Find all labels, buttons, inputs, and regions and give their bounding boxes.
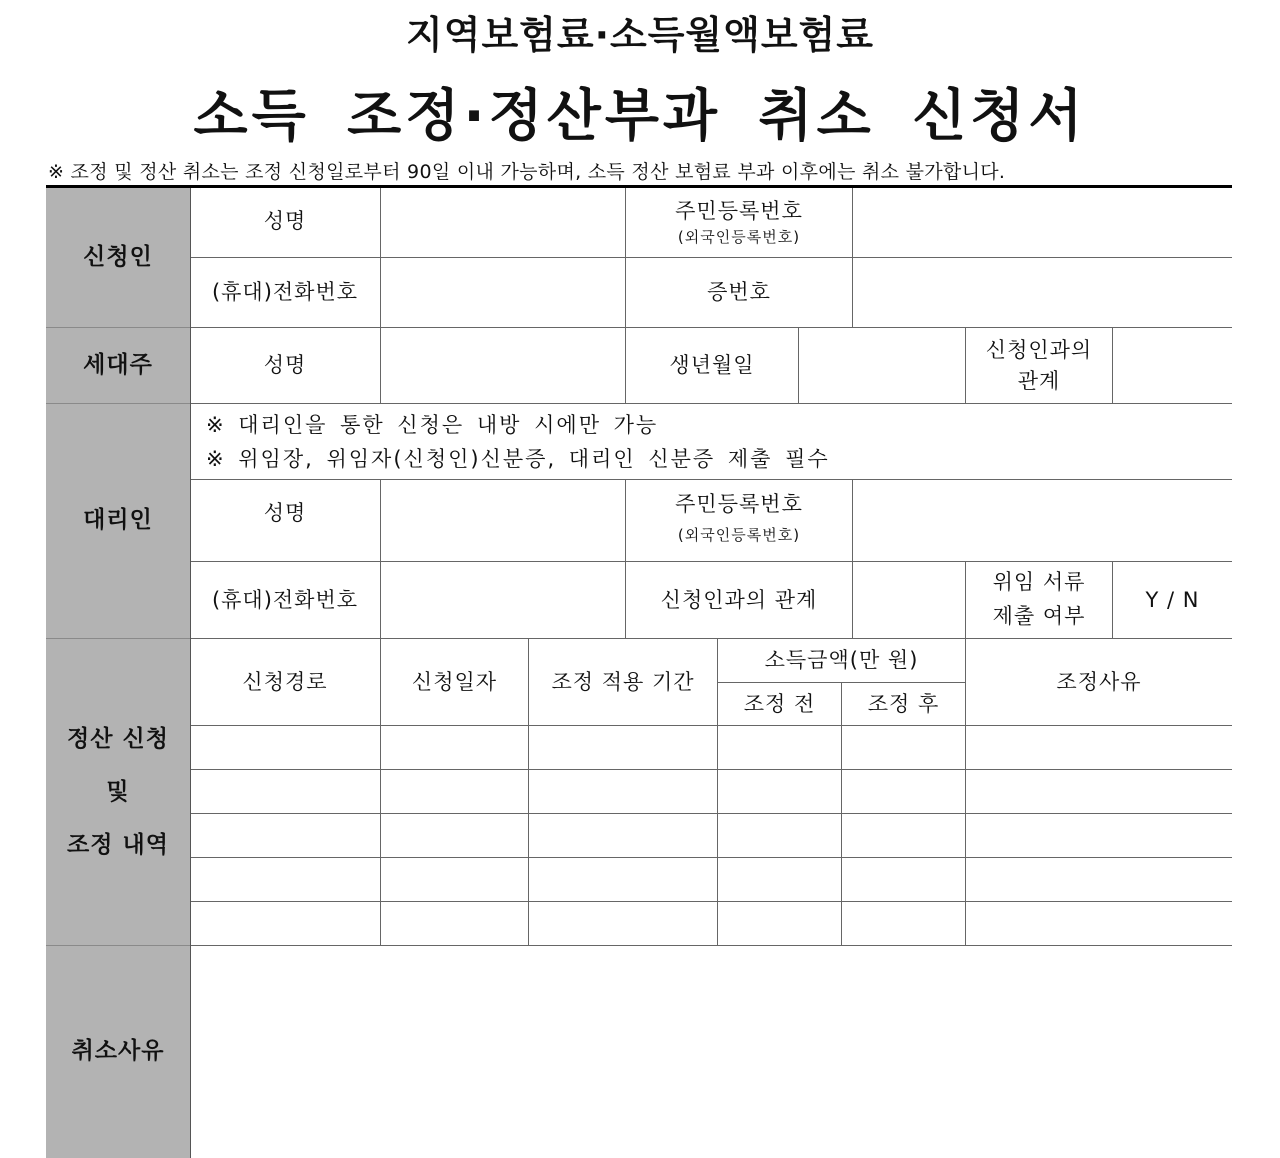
applicant-rrn-label-sub: (외국인등록번호) [677, 227, 801, 246]
settlement-cell-before[interactable] [718, 770, 841, 813]
rule [965, 562, 966, 638]
agent-notes [206, 408, 830, 476]
householder-birth-label: 생년월일 [669, 353, 755, 378]
agent-doc-label-line2: 제출 여부 [992, 604, 1086, 628]
settlement-cell-reason[interactable] [966, 726, 1232, 769]
agent-doc-submitted-toggle[interactable]: Y / N [1145, 587, 1200, 612]
section-header-cancel-reason: 취소사유 [46, 946, 190, 1158]
settlement-cell-reason[interactable] [966, 902, 1232, 945]
col-header-route: 신청경로 [242, 669, 328, 694]
householder-relation-label-line2: 관계 [1017, 368, 1061, 393]
rule [190, 561, 1232, 562]
rule [965, 639, 966, 945]
cancel-notice: ※ 조정 및 정산 취소는 조정 신청일로부터 90일 이내 가능하며, 소득 정산 보험료 부과 이후에는 취소 불가합니다. [48, 161, 1006, 183]
rule [190, 188, 191, 1158]
rule [190, 725, 1232, 726]
householder-relation-field[interactable] [1113, 328, 1232, 403]
section-header-applicant: 신청인 [46, 188, 190, 327]
settlement-cell-after[interactable] [842, 770, 965, 813]
settlement-cell-period[interactable] [529, 814, 717, 857]
settlement-cell-after[interactable] [842, 726, 965, 769]
col-header-before: 조정 전 [743, 691, 816, 716]
settlement-cell-after[interactable] [842, 902, 965, 945]
settlement-cell-route[interactable] [191, 902, 380, 945]
applicant-name-field[interactable] [381, 188, 625, 257]
settlement-cell-after[interactable] [842, 858, 965, 901]
settlement-cell-reason[interactable] [966, 814, 1232, 857]
section-header-householder: 세대주 [46, 328, 190, 403]
rule [625, 480, 626, 638]
rule [46, 327, 1232, 328]
applicant-cert-no-field[interactable] [853, 258, 1232, 327]
settlement-cell-date[interactable] [381, 902, 528, 945]
applicant-rrn-field[interactable] [853, 188, 1232, 257]
header-divider [46, 638, 190, 639]
rule [841, 683, 842, 945]
agent-name-field[interactable] [381, 480, 625, 561]
settlement-cell-date[interactable] [381, 814, 528, 857]
agent-relation-field[interactable] [853, 562, 965, 638]
agent-doc-label-line1: 위임 서류 [992, 570, 1086, 595]
settlement-cell-period[interactable] [529, 726, 717, 769]
settlement-cell-route[interactable] [191, 814, 380, 857]
rule [190, 479, 1232, 480]
agent-rrn-label-main: 주민등록번호 [675, 492, 803, 517]
form-title-line1: 지역보험료·소득월액보험료 [406, 13, 874, 57]
agent-relation-label: 신청인과의 관계 [660, 587, 818, 612]
rule [190, 901, 1232, 902]
settlement-cell-route[interactable] [191, 770, 380, 813]
householder-birth-field[interactable] [799, 328, 965, 403]
settlement-cell-reason[interactable] [966, 770, 1232, 813]
settlement-cell-date[interactable] [381, 858, 528, 901]
settlement-cell-before[interactable] [718, 858, 841, 901]
rule [190, 257, 1232, 258]
applicant-name-label: 성명 [263, 208, 307, 233]
rule [380, 188, 381, 403]
settlement-cell-date[interactable] [381, 726, 528, 769]
rule [46, 403, 1232, 404]
rule [46, 638, 1232, 639]
settlement-cell-before[interactable] [718, 902, 841, 945]
applicant-rrn-label [626, 188, 852, 257]
rule [528, 639, 529, 945]
settlement-header-line2: 및 [106, 778, 130, 805]
settlement-cell-before[interactable] [718, 726, 841, 769]
section-header-settlement [46, 639, 190, 945]
agent-note-documents: ※ 위임장, 위임자(신청인)신분증, 대리인 신분증 제출 필수 [206, 447, 830, 471]
col-header-period: 조정 적용 기간 [551, 669, 695, 694]
householder-name-label: 성명 [263, 353, 307, 378]
householder-relation-label [966, 328, 1112, 403]
section-header-agent: 대리인 [46, 404, 190, 638]
applicant-phone-label: (휴대)전화번호 [211, 280, 359, 305]
header-divider [46, 327, 190, 328]
rule [852, 188, 853, 327]
col-header-reason: 조정사유 [1056, 669, 1142, 694]
agent-note-visit-only: ※ 대리인을 통한 신청은 내방 시에만 가능 [206, 413, 659, 437]
householder-name-field[interactable] [381, 328, 625, 403]
agent-phone-label: (휴대)전화번호 [211, 587, 359, 612]
settlement-cell-period[interactable] [529, 858, 717, 901]
rule [717, 639, 718, 945]
rule [965, 328, 966, 403]
rule [1112, 328, 1113, 403]
agent-name-label: 성명 [263, 500, 307, 525]
rule [190, 857, 1232, 858]
header-divider [46, 403, 190, 404]
cancel-reason-field[interactable] [191, 946, 1232, 1158]
rule [1112, 562, 1113, 638]
settlement-cell-route[interactable] [191, 858, 380, 901]
settlement-cell-before[interactable] [718, 814, 841, 857]
agent-phone-field[interactable] [381, 562, 625, 638]
rule [852, 480, 853, 638]
col-header-income: 소득금액(만 원) [764, 648, 919, 673]
agent-doc-label [966, 562, 1112, 638]
header-divider [46, 945, 190, 946]
rule [190, 813, 1232, 814]
rule [625, 188, 626, 403]
applicant-cert-no-label: 증번호 [707, 280, 771, 305]
rule [190, 769, 1232, 770]
applicant-phone-field[interactable] [381, 258, 625, 327]
form-title-line2: 소득 조정·정산부과 취소 신청서 [193, 84, 1087, 149]
settlement-cell-after[interactable] [842, 814, 965, 857]
settlement-header-line3: 조정 내역 [67, 831, 169, 858]
agent-rrn-label [626, 480, 852, 556]
applicant-rrn-label-main: 주민등록번호 [675, 199, 803, 224]
settlement-header-line1: 정산 신청 [67, 725, 169, 752]
rule [798, 328, 799, 403]
col-header-after: 조정 후 [867, 691, 940, 716]
col-header-date: 신청일자 [411, 669, 498, 694]
rule [46, 945, 1232, 946]
rule [380, 639, 381, 945]
rule [380, 480, 381, 638]
settlement-cell-reason[interactable] [966, 858, 1232, 901]
householder-relation-label-line1: 신청인과의 [985, 338, 1093, 363]
agent-rrn-field[interactable] [853, 480, 1232, 561]
agent-rrn-label-sub: (외국인등록번호) [677, 526, 801, 545]
settlement-cell-period[interactable] [529, 902, 717, 945]
settlement-cell-period[interactable] [529, 770, 717, 813]
settlement-cell-date[interactable] [381, 770, 528, 813]
settlement-cell-route[interactable] [191, 726, 380, 769]
